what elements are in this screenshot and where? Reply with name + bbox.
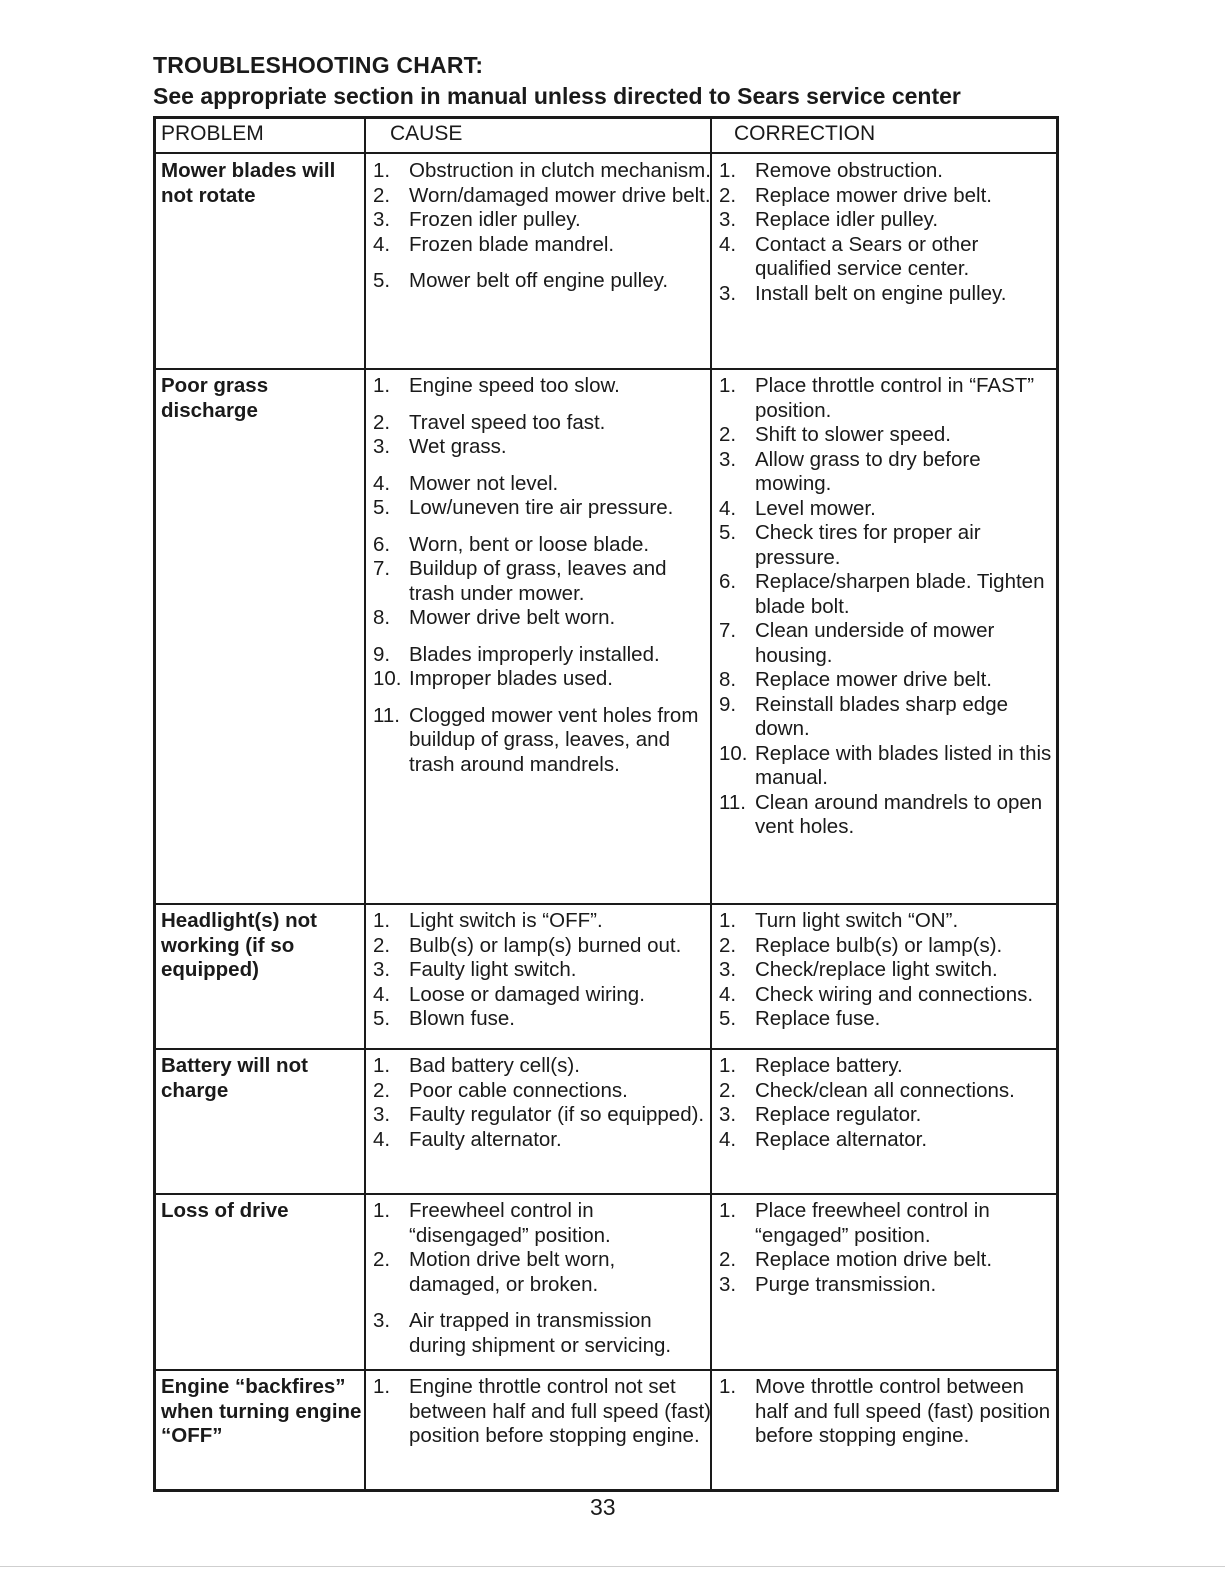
cause-item (373, 374, 711, 399)
item-number: 10. (373, 667, 402, 690)
item-text: Turn light switch “ON”. (755, 909, 959, 932)
item-text: Worn, bent or loose blade. (409, 532, 650, 556)
item-number: 2. (373, 183, 391, 207)
item-number: 4. (719, 232, 737, 256)
correction-item (719, 1199, 1057, 1248)
item-number: 3. (373, 1309, 391, 1332)
cause-item (373, 533, 711, 558)
item-number: 8. (719, 668, 737, 691)
item-text: Light switch is “OFF”. (409, 909, 603, 932)
correction-item (719, 1103, 1057, 1128)
item-number: 1. (719, 159, 737, 182)
cause-item (373, 1007, 711, 1032)
item-text: Check/replace light switch. (755, 958, 998, 981)
cause-item (373, 557, 711, 606)
correction-item (719, 693, 1057, 742)
cause-item (373, 1079, 711, 1104)
item-text: Mower belt off engine pulley. (409, 269, 669, 292)
item-number: 3. (373, 1103, 391, 1126)
item-number: 1. (719, 909, 737, 932)
correction-list (719, 374, 1057, 840)
row-divider (156, 903, 1056, 905)
cause-item (373, 643, 711, 668)
correction-item (719, 619, 1057, 668)
item-number: 8. (373, 606, 391, 629)
item-text: Frozen blade mandrel. (409, 232, 615, 256)
item-number: 6. (719, 570, 737, 593)
item-text: Check/clean all connections. (755, 1078, 1015, 1102)
correction-item (719, 934, 1057, 959)
cause-item (373, 435, 711, 460)
correction-item (719, 1128, 1057, 1153)
correction-item (719, 374, 1057, 423)
item-number: 2. (719, 1248, 737, 1271)
item-number: 1. (373, 1375, 391, 1398)
correction-item (719, 233, 1057, 282)
correction-item (719, 1007, 1057, 1032)
cause-item (373, 1103, 711, 1128)
item-text: Mower drive belt worn. (409, 606, 616, 629)
item-text: Check wiring and connections. (755, 982, 1034, 1006)
item-text: Place freewheel control in “engaged” position. (755, 1199, 990, 1247)
item-number: 1. (719, 374, 737, 397)
item-number: 5. (373, 1007, 391, 1030)
cause-list (373, 1375, 711, 1449)
problem-label: Engine “backfires” when turning engine “OFF” (161, 1375, 362, 1447)
problem-label: Battery will not charge (161, 1054, 308, 1102)
correction-item (719, 983, 1057, 1008)
cause-item (373, 667, 711, 692)
item-number: 1. (373, 909, 391, 932)
item-number: 5. (373, 269, 391, 292)
item-text: Place throttle control in “FAST” position. (755, 374, 1035, 422)
item-text: Engine speed too slow. (409, 374, 620, 397)
cause-item (373, 233, 711, 258)
item-number: 11. (373, 703, 400, 727)
item-text: Shift to slower speed. (755, 423, 951, 446)
cause-item (373, 472, 711, 497)
cause-item (373, 983, 711, 1008)
correction-list (719, 1199, 1057, 1297)
correction-item (719, 497, 1057, 522)
item-number: 1. (719, 1199, 737, 1222)
item-text: Improper blades used. (409, 667, 613, 690)
item-number: 2. (373, 410, 391, 434)
item-text: Install belt on engine pulley. (755, 281, 1007, 305)
correction-item (719, 521, 1057, 570)
item-number: 4. (373, 982, 391, 1006)
cause-item (373, 704, 711, 778)
header-divider (156, 152, 1056, 154)
cause-list (373, 1054, 711, 1152)
item-text: Contact a Sears or other qualified service center. (755, 232, 979, 280)
item-text: Low/uneven tire air pressure. (409, 496, 674, 519)
correction-item (719, 184, 1057, 209)
item-text: Replace battery. (755, 1054, 903, 1077)
item-number: 3. (373, 208, 391, 231)
item-text: Move throttle control between half and full speed (fast) position before stopping engine. (755, 1375, 1051, 1447)
item-text: Bulb(s) or lamp(s) burned out. (409, 933, 682, 957)
item-text: Replace mower drive belt. (755, 183, 992, 207)
correction-item (719, 909, 1057, 934)
item-text: Frozen idler pulley. (409, 208, 581, 231)
item-text: Travel speed too fast. (409, 410, 606, 434)
chart-subtitle: See appropriate section in manual unless directed to Sears service center (153, 83, 961, 109)
correction-item (719, 159, 1057, 184)
correction-item (719, 791, 1057, 840)
chart-title: TROUBLESHOOTING CHART: (153, 52, 484, 78)
item-number: 1. (373, 159, 391, 182)
correction-item (719, 958, 1057, 983)
item-number: 2. (719, 933, 737, 957)
cause-item (373, 934, 711, 959)
correction-item (719, 1375, 1057, 1449)
item-number: 4. (373, 1127, 391, 1151)
item-number: 5. (373, 496, 391, 519)
item-text: Replace bulb(s) or lamp(s). (755, 933, 1003, 957)
item-number: 1. (719, 1054, 737, 1077)
header-cause: CAUSE (390, 122, 463, 145)
row-divider (156, 368, 1056, 370)
item-text: Bad battery cell(s). (409, 1054, 580, 1077)
item-text: Clogged mower vent holes from buildup of grass, leaves, and trash around mandrels. (409, 703, 699, 776)
correction-item (719, 570, 1057, 619)
item-text: Replace idler pulley. (755, 208, 939, 231)
item-number: 2. (373, 933, 391, 957)
item-text: Blades improperly installed. (409, 642, 660, 666)
item-text: Freewheel control in “disengaged” position. (409, 1199, 611, 1247)
item-text: Replace regulator. (755, 1103, 922, 1126)
item-text: Motion drive belt worn, damaged, or broken. (409, 1248, 616, 1296)
item-number: 1. (373, 1199, 391, 1222)
cause-item (373, 1309, 711, 1358)
cause-item (373, 411, 711, 436)
correction-item (719, 1273, 1057, 1298)
item-number: 2. (373, 1078, 391, 1102)
item-number: 1. (373, 374, 391, 397)
cause-item (373, 1128, 711, 1153)
problem-label: Mower blades will not rotate (161, 159, 336, 207)
item-text: Engine throttle control not set between half and full speed (fast) position before stopping engine. (409, 1375, 711, 1447)
item-number: 5. (719, 1007, 737, 1030)
item-text: Clean underside of mower housing. (755, 619, 995, 667)
item-text: Faulty regulator (if so equipped). (409, 1103, 705, 1126)
item-text: Replace/sharpen blade. Tighten blade bolt. (755, 570, 1045, 618)
item-text: Purge transmission. (755, 1272, 937, 1296)
correction-item (719, 668, 1057, 693)
correction-item (719, 742, 1057, 791)
cause-item (373, 606, 711, 631)
table-header (156, 119, 1056, 154)
item-number: 3. (719, 447, 737, 471)
cause-item (373, 496, 711, 521)
cause-item (373, 1199, 711, 1248)
cause-list (373, 1199, 711, 1358)
item-number: 2. (719, 183, 737, 207)
problem-label: Headlight(s) not working (if so equipped) (161, 909, 318, 981)
item-text: Poor cable connections. (409, 1078, 628, 1102)
item-text: Replace fuse. (755, 1007, 881, 1030)
item-text: Replace mower drive belt. (755, 668, 992, 691)
problem-label: Poor grass discharge (161, 374, 269, 422)
item-number: 5. (719, 521, 737, 544)
correction-item (719, 1248, 1057, 1273)
item-text: Wet grass. (409, 435, 507, 458)
item-number: 7. (373, 557, 391, 580)
header-problem: PROBLEM (161, 122, 264, 145)
row-divider (156, 1369, 1056, 1371)
item-text: Reinstall blades sharp edge down. (755, 692, 1008, 740)
correction-item (719, 1054, 1057, 1079)
item-text: Replace alternator. (755, 1127, 928, 1151)
cause-item (373, 159, 711, 184)
header-correction: CORRECTION (734, 122, 876, 145)
cause-item (373, 208, 711, 233)
item-text: Buildup of grass, leaves and trash under mower. (409, 557, 667, 605)
item-number: 3. (719, 208, 737, 231)
item-number: 3. (719, 1272, 737, 1296)
correction-list (719, 1375, 1057, 1449)
cause-item (373, 909, 711, 934)
item-number: 2. (373, 1248, 391, 1271)
item-number: 3. (719, 281, 737, 305)
cause-item (373, 269, 711, 294)
item-number: 3. (719, 1103, 737, 1126)
correction-list (719, 909, 1057, 1032)
item-text: Air trapped in transmission during shipment or servicing. (409, 1309, 672, 1357)
cause-list (373, 159, 711, 294)
correction-list (719, 159, 1057, 306)
item-text: Mower not level. (409, 471, 559, 495)
correction-item (719, 423, 1057, 448)
item-number: 9. (373, 642, 391, 666)
item-text: Remove obstruction. (755, 159, 944, 182)
cause-item (373, 1248, 711, 1297)
item-number: 10. (719, 741, 748, 765)
item-text: Faulty alternator. (409, 1127, 562, 1151)
item-number: 11. (719, 790, 746, 814)
item-text: Level mower. (755, 496, 876, 520)
item-text: Faulty light switch. (409, 958, 577, 981)
item-number: 6. (373, 532, 391, 556)
page-bottom-rule (0, 1566, 1225, 1567)
item-number: 2. (719, 423, 737, 446)
item-text: Loose or damaged wiring. (409, 982, 645, 1006)
item-text: Check tires for proper air pressure. (755, 521, 981, 569)
item-text: Blown fuse. (409, 1007, 515, 1030)
correction-item (719, 1079, 1057, 1104)
correction-item (719, 208, 1057, 233)
row-divider (156, 1048, 1056, 1050)
item-text: Worn/damaged mower drive belt. (409, 183, 711, 207)
item-text: Allow grass to dry before mowing. (755, 447, 981, 495)
row-divider (156, 1193, 1056, 1195)
cause-item (373, 1054, 711, 1079)
item-number: 1. (373, 1054, 391, 1077)
cause-list (373, 909, 711, 1032)
item-number: 4. (719, 1127, 737, 1151)
item-text: Obstruction in clutch mechanism. (409, 159, 711, 182)
item-number: 3. (719, 958, 737, 981)
item-number: 2. (719, 1078, 737, 1102)
cause-item (373, 1375, 711, 1449)
item-text: Clean around mandrels to open vent holes. (755, 790, 1043, 838)
item-number: 4. (373, 471, 391, 495)
page-number: 33 (590, 1494, 616, 1520)
item-number: 7. (719, 619, 737, 642)
cause-list (373, 374, 711, 777)
item-number: 4. (719, 496, 737, 520)
item-text: Replace with blades listed in this manual. (755, 741, 1052, 789)
cause-item (373, 958, 711, 983)
correction-item (719, 282, 1057, 307)
item-number: 4. (719, 982, 737, 1006)
item-number: 3. (373, 958, 391, 981)
column-divider-1 (364, 119, 366, 1489)
item-text: Replace motion drive belt. (755, 1248, 993, 1271)
problem-label: Loss of drive (161, 1199, 289, 1222)
item-number: 9. (719, 692, 737, 716)
item-number: 4. (373, 232, 391, 256)
correction-list (719, 1054, 1057, 1152)
item-number: 3. (373, 435, 391, 458)
cause-item (373, 184, 711, 209)
item-number: 1. (719, 1375, 737, 1398)
correction-item (719, 448, 1057, 497)
troubleshooting-table (153, 116, 1059, 1492)
